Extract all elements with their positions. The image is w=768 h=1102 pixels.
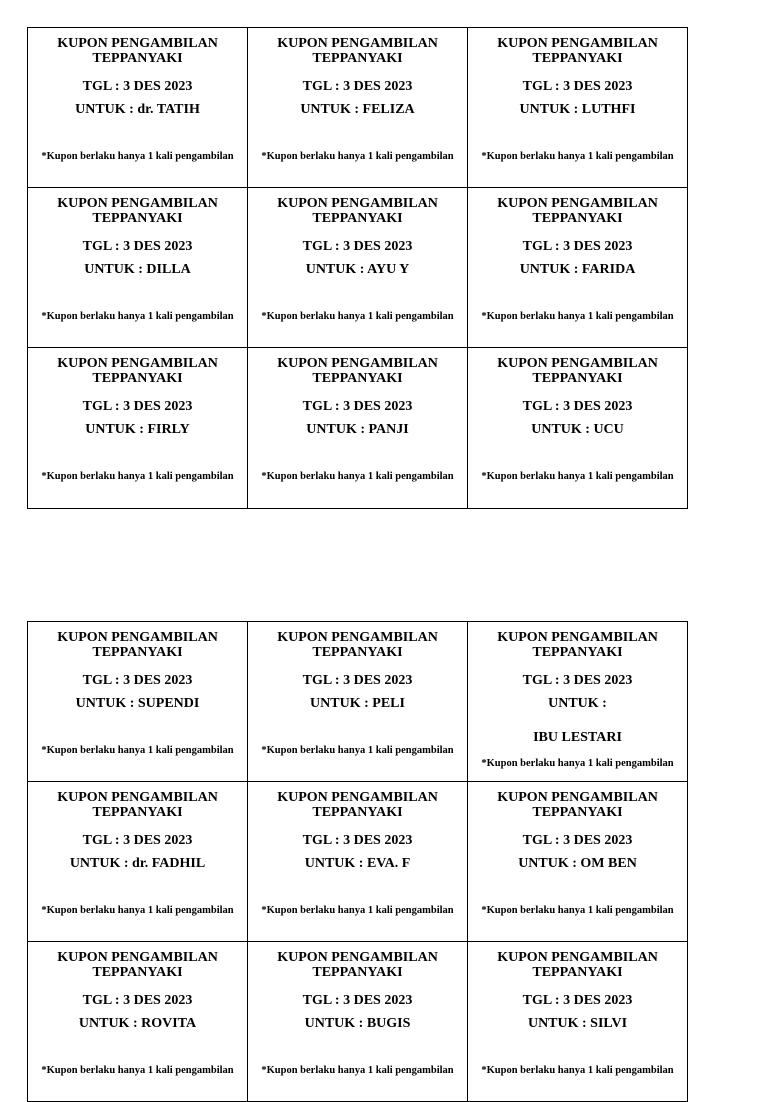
coupon-note: *Kupon berlaku hanya 1 kali pengambilan: [41, 905, 234, 916]
coupon-date: TGL : 3 DES 2023: [302, 239, 413, 254]
coupon-recipient: UNTUK : SILVI: [527, 1016, 628, 1031]
coupon-card: [28, 188, 248, 348]
coupon-recipient-name: IBU LESTARI: [533, 730, 622, 745]
coupon-recipient: UNTUK : PELI: [310, 696, 405, 711]
coupon-note: *Kupon berlaku hanya 1 kali pengambilan: [481, 758, 674, 769]
coupon-card: [28, 782, 248, 942]
coupon-card: [28, 348, 248, 509]
coupon-note: *Kupon berlaku hanya 1 kali pengambilan: [481, 905, 674, 916]
coupon-recipient: UNTUK : FELIZA: [300, 102, 415, 117]
coupon-date: TGL : 3 DES 2023: [522, 239, 633, 254]
coupon-title: KUPON PENGAMBILAN TEPPANYAKI: [497, 950, 658, 980]
coupon-title: KUPON PENGAMBILAN TEPPANYAKI: [277, 196, 438, 226]
coupon-card: [468, 782, 688, 942]
coupon-recipient: UNTUK : EVA. F: [304, 856, 411, 871]
coupon-card: [468, 188, 688, 348]
coupon-card: [248, 782, 468, 942]
coupon-title: KUPON PENGAMBILAN TEPPANYAKI: [277, 950, 438, 980]
coupon-note: *Kupon berlaku hanya 1 kali pengambilan: [261, 311, 454, 322]
coupon-recipient: UNTUK : ROVITA: [78, 1016, 197, 1031]
coupon-title: KUPON PENGAMBILAN TEPPANYAKI: [497, 36, 658, 66]
coupon-title: KUPON PENGAMBILAN TEPPANYAKI: [277, 356, 438, 386]
coupon-card: [468, 942, 688, 1102]
coupon-date: TGL : 3 DES 2023: [302, 993, 413, 1008]
coupon-note: *Kupon berlaku hanya 1 kali pengambilan: [481, 311, 674, 322]
coupon-recipient: UNTUK : UCU: [531, 422, 624, 437]
coupon-recipient: UNTUK : OM BEN: [518, 856, 637, 871]
coupon-title: KUPON PENGAMBILAN TEPPANYAKI: [277, 630, 438, 660]
coupon-title: KUPON PENGAMBILAN TEPPANYAKI: [57, 36, 218, 66]
coupon-note: *Kupon berlaku hanya 1 kali pengambilan: [261, 745, 454, 756]
coupon-title: KUPON PENGAMBILAN TEPPANYAKI: [57, 790, 218, 820]
coupon-recipient: UNTUK : LUTHFI: [519, 102, 636, 117]
coupon-title: KUPON PENGAMBILAN TEPPANYAKI: [277, 36, 438, 66]
coupon-title: KUPON PENGAMBILAN TEPPANYAKI: [497, 630, 658, 660]
coupon-recipient: UNTUK : FARIDA: [519, 262, 636, 277]
coupon-sheet-2: [27, 621, 688, 1102]
coupon-note: *Kupon berlaku hanya 1 kali pengambilan: [481, 1065, 674, 1076]
coupon-date: TGL : 3 DES 2023: [82, 673, 193, 688]
coupon-date: TGL : 3 DES 2023: [82, 833, 193, 848]
coupon-recipient: UNTUK : PANJI: [306, 422, 409, 437]
coupon-note: *Kupon berlaku hanya 1 kali pengambilan: [261, 471, 454, 482]
coupon-card: [28, 942, 248, 1102]
coupon-date: TGL : 3 DES 2023: [302, 399, 413, 414]
coupon-date: TGL : 3 DES 2023: [82, 399, 193, 414]
coupon-card: [468, 28, 688, 188]
coupon-date: TGL : 3 DES 2023: [82, 79, 193, 94]
coupon-title: KUPON PENGAMBILAN TEPPANYAKI: [277, 790, 438, 820]
coupon-recipient: UNTUK : BUGIS: [304, 1016, 411, 1031]
coupon-date: TGL : 3 DES 2023: [522, 993, 633, 1008]
coupon-date: TGL : 3 DES 2023: [302, 79, 413, 94]
coupon-note: *Kupon berlaku hanya 1 kali pengambilan: [261, 1065, 454, 1076]
coupon-note: *Kupon berlaku hanya 1 kali pengambilan: [41, 471, 234, 482]
coupon-date: TGL : 3 DES 2023: [82, 993, 193, 1008]
coupon-card: [248, 622, 468, 782]
coupon-note: *Kupon berlaku hanya 1 kali pengambilan: [261, 151, 454, 162]
coupon-title: KUPON PENGAMBILAN TEPPANYAKI: [57, 196, 218, 226]
coupon-recipient: UNTUK : FIRLY: [85, 422, 190, 437]
coupon-date: TGL : 3 DES 2023: [302, 833, 413, 848]
coupon-recipient: UNTUK : AYU Y: [305, 262, 410, 277]
coupon-card: [28, 28, 248, 188]
coupon-card: [468, 622, 688, 782]
coupon-recipient: UNTUK : dr. TATIH: [75, 102, 200, 117]
coupon-recipient: UNTUK :: [548, 696, 607, 711]
coupon-title: KUPON PENGAMBILAN TEPPANYAKI: [497, 790, 658, 820]
coupon-recipient: UNTUK : DILLA: [84, 262, 191, 277]
coupon-date: TGL : 3 DES 2023: [82, 239, 193, 254]
coupon-note: *Kupon berlaku hanya 1 kali pengambilan: [41, 151, 234, 162]
coupon-note: *Kupon berlaku hanya 1 kali pengambilan: [41, 311, 234, 322]
coupon-card: [468, 348, 688, 509]
coupon-note: *Kupon berlaku hanya 1 kali pengambilan: [481, 151, 674, 162]
coupon-title: KUPON PENGAMBILAN TEPPANYAKI: [497, 196, 658, 226]
coupon-title: KUPON PENGAMBILAN TEPPANYAKI: [57, 356, 218, 386]
coupon-title: KUPON PENGAMBILAN TEPPANYAKI: [497, 356, 658, 386]
coupon-title: KUPON PENGAMBILAN TEPPANYAKI: [57, 630, 218, 660]
coupon-title: KUPON PENGAMBILAN TEPPANYAKI: [57, 950, 218, 980]
coupon-date: TGL : 3 DES 2023: [522, 79, 633, 94]
coupon-recipient: UNTUK : SUPENDI: [75, 696, 200, 711]
coupon-date: TGL : 3 DES 2023: [522, 399, 633, 414]
coupon-date: TGL : 3 DES 2023: [302, 673, 413, 688]
coupon-card: [28, 622, 248, 782]
coupon-card: [248, 28, 468, 188]
coupon-sheet-1: [27, 27, 688, 509]
coupon-card: [248, 942, 468, 1102]
coupon-recipient: UNTUK : dr. FADHIL: [69, 856, 206, 871]
coupon-date: TGL : 3 DES 2023: [522, 833, 633, 848]
coupon-note: *Kupon berlaku hanya 1 kali pengambilan: [481, 471, 674, 482]
coupon-date: TGL : 3 DES 2023: [522, 673, 633, 688]
coupon-note: *Kupon berlaku hanya 1 kali pengambilan: [41, 1065, 234, 1076]
coupon-note: *Kupon berlaku hanya 1 kali pengambilan: [261, 905, 454, 916]
coupon-card: [248, 348, 468, 509]
coupon-card: [248, 188, 468, 348]
coupon-note: *Kupon berlaku hanya 1 kali pengambilan: [41, 745, 234, 756]
